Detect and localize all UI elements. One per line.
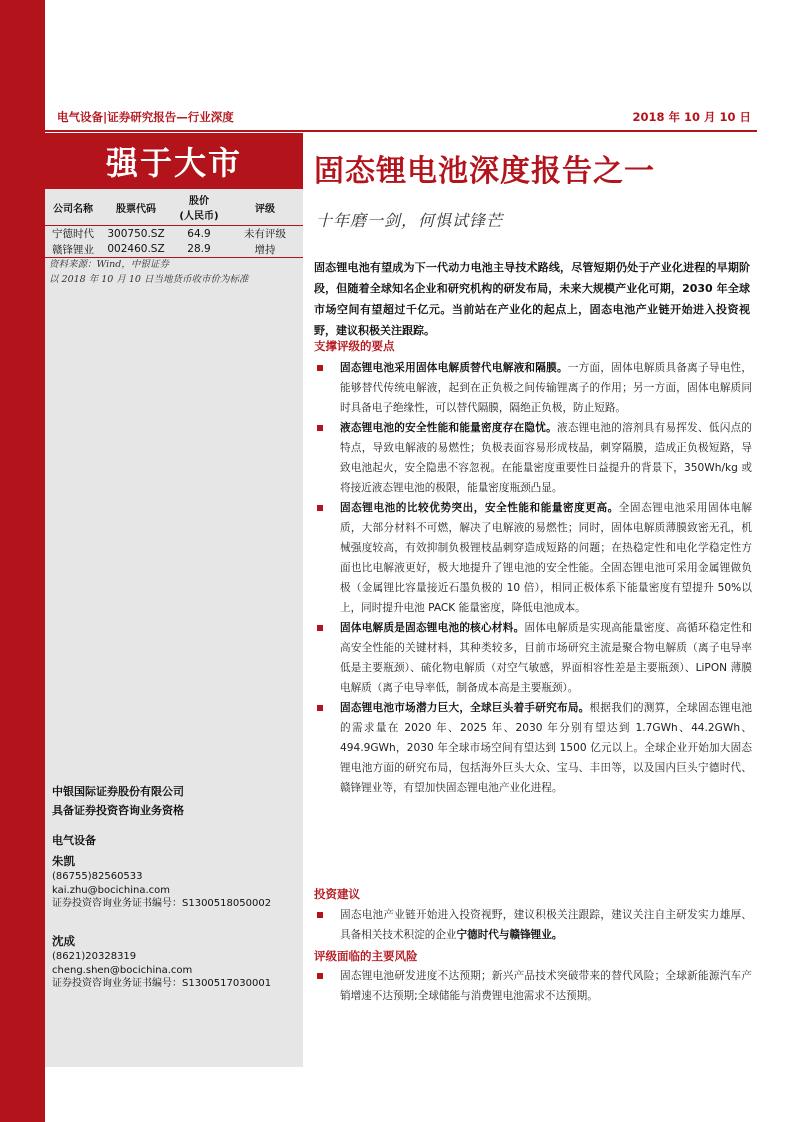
point-text: 一方面，固体电解质具备离子导电性，能够替代传统电解液，起到在正负极之间传输锂离子的作用；另一方面，固体电解质同时具备电子绝缘性，可以替代隔膜，隔绝正负极，防止短路。 bbox=[340, 362, 753, 414]
stock-table bbox=[45, 189, 303, 258]
analyst-license: 证券投资咨询业务证书编号：S1300517030001 bbox=[52, 978, 272, 989]
company-name: 赣锋锂业 bbox=[45, 242, 101, 258]
stock-code: 300750.SZ bbox=[107, 227, 165, 240]
point-lead: 固态锂电池的比较优势突出，安全性能和能量密度更高。 bbox=[340, 502, 619, 514]
bullet-square-icon bbox=[317, 365, 323, 371]
rating-label: 强于大市 bbox=[105, 144, 242, 182]
list-item bbox=[314, 905, 752, 945]
page-subtitle: 十年磨一剑，何惧试锋芒 bbox=[316, 211, 504, 230]
point-text: 液态锂电池的溶剂具有易挥发、低闪点的特点，导致电解液的易燃性；负极表面容易形成枝晶，刺穿隔膜，造成正负极短路，导致电池起火，安全隐患不容忽视。在能量密度重要性日益提升的背景下，350Wh/kg 或将接近液态锂电池的极限，能量密度瓶颈凸显。 bbox=[340, 422, 753, 494]
analyst-email[interactable]: kai.zhu@bocichina.com bbox=[52, 884, 170, 896]
invest-list bbox=[314, 905, 752, 945]
table-row bbox=[45, 242, 303, 258]
analyst-name: 朱凯 bbox=[52, 854, 75, 868]
table-header-cell: 股票代码 bbox=[101, 189, 171, 226]
stock-price: 64.9 bbox=[187, 227, 211, 240]
bullet-square-icon bbox=[317, 912, 323, 918]
sector-label: 电气设备 bbox=[52, 834, 96, 847]
point-tail: 宁德时代与赣锋锂业。 bbox=[456, 929, 563, 941]
stock-code: 002460.SZ bbox=[101, 242, 171, 258]
list-item bbox=[314, 966, 752, 1006]
source-line: 资料来源：Wind，中银证券 bbox=[49, 259, 169, 270]
report-category: 电气设备|证券研究报告—行业深度 bbox=[57, 110, 234, 124]
analyst-card bbox=[52, 932, 297, 991]
point-lead: 液态锂电池的安全性能和能量密度存在隐忧。 bbox=[340, 422, 557, 434]
bullet-square-icon bbox=[317, 705, 323, 711]
report-header bbox=[45, 104, 757, 132]
table-header-cell: 评级 bbox=[227, 189, 303, 226]
list-item bbox=[314, 498, 752, 618]
analyst-name: 沈成 bbox=[52, 934, 75, 948]
point-text: 根据我们的测算，全球固态锂电池的需求量在 2020 年、2025 年、2030 年分别有望达到 1.7GWh、44.2GWh、494.9GWh，2030 年全球市场空间有望达到 1500 亿元以上。全球企业开始加大固态锂电池方面的研究布局，包括海外巨头大众、宝马、丰田等，以及国内巨头宁德时代、赣锋锂业等，有望加快固态锂电池产业化进程。 bbox=[340, 702, 753, 794]
list-item bbox=[314, 358, 752, 418]
page-title: 固态锂电池深度报告之一 bbox=[314, 154, 655, 189]
list-item bbox=[314, 618, 752, 698]
section-heading-risk: 评级面临的主要风险 bbox=[314, 949, 418, 963]
point-text: 固态电池产业链开始进入投资视野，建议积极关注跟踪，建议关注自主研发实力雄厚、具备相关技术积淀的企业 bbox=[340, 909, 752, 941]
table-header-row bbox=[45, 189, 303, 226]
point-lead: 固体电解质是固态锂电池的核心材料。 bbox=[340, 622, 525, 634]
stock-rating: 增持 bbox=[227, 242, 303, 258]
rating-box bbox=[45, 133, 303, 189]
price-basis-line: 以 2018 年 10 月 10 日当地货币收市价为标准 bbox=[49, 274, 249, 285]
firm-name: 中银国际证券股份有限公司 bbox=[52, 785, 184, 798]
bullet-square-icon bbox=[317, 505, 323, 511]
firm-qualification: 具备证券投资咨询业务资格 bbox=[52, 804, 184, 817]
firm-block bbox=[52, 782, 297, 820]
analyst-phone: (86755)82560533 bbox=[52, 871, 143, 882]
point-lead: 固态锂电池市场潜力巨大，全球巨头着手研究布局。 bbox=[340, 702, 590, 714]
left-accent-bar bbox=[0, 0, 45, 1122]
section-heading-support: 支撑评级的要点 bbox=[314, 339, 395, 353]
bullet-square-icon bbox=[317, 625, 323, 631]
stock-price: 28.9 bbox=[171, 242, 227, 258]
report-date: 2018 年 10 月 10 日 bbox=[632, 110, 751, 124]
analyst-license: 证券投资咨询业务证书编号：S1300518050002 bbox=[52, 898, 272, 909]
point-text: 固态锂电池研发进度不达预期；新兴产品技术突破带来的替代风险；全球新能源汽车产销增速不达预期;全球储能与消费锂电池需求不达预期。 bbox=[340, 970, 752, 1002]
support-points-list bbox=[314, 358, 752, 798]
bullet-square-icon bbox=[317, 973, 323, 979]
risk-list bbox=[314, 966, 752, 1006]
analyst-card bbox=[52, 852, 297, 911]
price-header: 股价 (人民币) bbox=[179, 196, 219, 222]
list-item bbox=[314, 418, 752, 498]
point-text: 固体电解质是实现高能量密度、高循环稳定性和高安全性能的关键材料，其种类较多，目前市场研究主流是聚合物电解质（离子电导率低是主要瓶颈）、硫化物电解质（对空气敏感，界面相容性差是主要瓶颈）、LiPON 薄膜电解质（离子电导率低，制备成本高是主要瓶颈）。 bbox=[340, 622, 753, 694]
point-lead: 固态锂电池采用固体电解质替代电解液和隔膜。 bbox=[340, 362, 568, 374]
bullet-square-icon bbox=[317, 425, 323, 431]
table-header-cell: 公司名称 bbox=[45, 189, 101, 226]
analyst-email[interactable]: cheng.shen@bocichina.com bbox=[52, 964, 193, 976]
analyst-phone: (8621)20328319 bbox=[52, 951, 137, 962]
source-note bbox=[45, 257, 303, 287]
stock-rating: 未有评级 bbox=[244, 228, 286, 241]
table-header-cell bbox=[171, 189, 227, 226]
list-item bbox=[314, 698, 752, 798]
table-row bbox=[45, 226, 303, 242]
company-name: 宁德时代 bbox=[52, 228, 94, 241]
section-heading-invest: 投资建议 bbox=[314, 887, 360, 901]
summary-paragraph: 固态锂电池有望成为下一代动力电池主导技术路线，尽管短期仍处于产业化进程的早期阶段，但随着全球知名企业和研究机构的研发布局，未来大规模产业化可期，2030 年全球市场空间有望超过千亿元。当前站在产业化的起点上，固态电池产业链开始进入投资视野，建议积极关注跟踪。 bbox=[314, 261, 750, 337]
point-text: 全固态锂电池采用固体电解质，大部分材料不可燃，解决了电解液的易燃性；同时，固体电解质薄膜致密无孔，机械强度较高，有效抑制负极锂枝晶刺穿造成短路的问题；在热稳定性和电化学稳定性方面也比电解液更好，极大地提升了锂电池的安全性能。全固态锂电池可采用金属锂做负极（金属锂比容量接近石墨负极的 10 倍），相同正极体系下能量密度有望提升 50%以上，同时提升电池 PACK 能量密度，降低电池成本。 bbox=[340, 502, 753, 614]
